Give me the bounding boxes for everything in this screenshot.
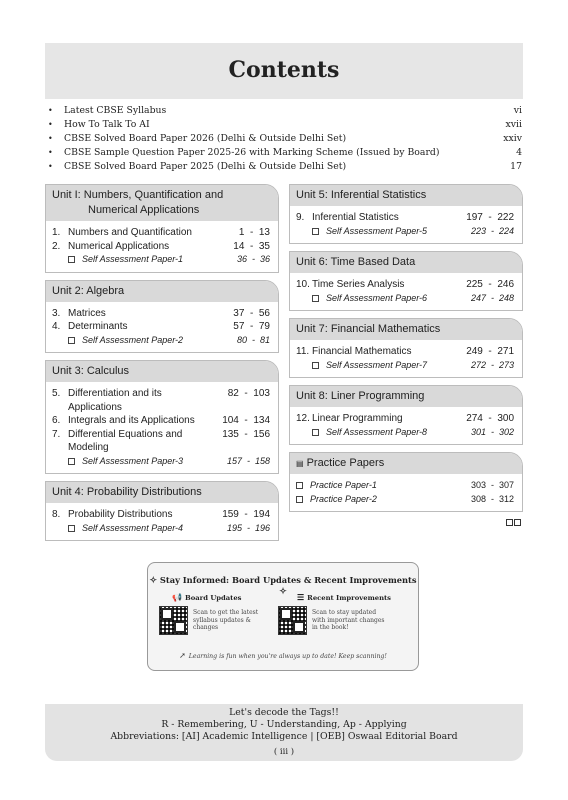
entry-pages: 247 - 248 [470, 292, 514, 303]
entry-pages: 197 - 222 [466, 212, 514, 223]
unit-heading [290, 386, 522, 407]
unit-title: Unit 7: Financial Mathematics [296, 323, 441, 335]
checkbox-icon [68, 458, 75, 465]
tags-heading: Let's decode the Tags!! [229, 707, 339, 718]
recent-improvements-label: Recent Improvements [307, 594, 391, 602]
page-title: Contents [228, 57, 340, 83]
chapter-entry[interactable] [52, 508, 272, 522]
unit-card [289, 251, 523, 311]
unit-entries [46, 382, 278, 473]
unit-card [289, 452, 523, 512]
chapter-entry[interactable] [52, 414, 272, 428]
bullet-icon: • [48, 120, 53, 129]
chapter-number: 11. [296, 346, 310, 357]
stay-footer-text: Learning is fun when you're always up to date! Keep scanning! [188, 653, 387, 660]
rocket-icon: ➚ [179, 651, 186, 660]
chapter-entry[interactable] [52, 320, 272, 334]
entry-label: Financial Mathematics [312, 346, 412, 357]
checkbox-icon [312, 295, 319, 302]
unit-heading [46, 361, 278, 382]
practice-paper-entry[interactable] [296, 493, 516, 507]
chapter-entry[interactable] [296, 278, 516, 292]
unit-heading [46, 185, 278, 221]
chapter-number: 6. [52, 415, 61, 426]
checkbox-icon [312, 228, 319, 235]
bullet-icon: • [48, 134, 53, 143]
entry-pages: 249 - 271 [466, 346, 514, 357]
front-matter-label: CBSE Solved Board Paper 2025 (Delhi & Outside Delhi Set) [64, 161, 347, 172]
front-matter-page: 4 [516, 147, 522, 158]
self-assessment-entry[interactable] [52, 334, 272, 348]
practice-paper-entry[interactable] [296, 479, 516, 493]
front-matter-item[interactable] [48, 160, 522, 174]
units-right-column [289, 184, 523, 519]
unit-title-continued: Numerical Applications [88, 204, 200, 216]
board-updates-qr-code[interactable] [159, 606, 188, 635]
entry-pages: 1 - 13 [238, 227, 270, 238]
stay-title-text: Stay Informed: Board Updates & Recent Improvements [159, 575, 417, 585]
front-matter-page: xxiv [503, 133, 522, 144]
unit-card [45, 360, 279, 474]
entry-pages: 82 - 103 [227, 388, 270, 399]
entry-pages: 104 - 134 [222, 415, 270, 426]
chapter-entry[interactable] [52, 240, 272, 254]
front-matter-item[interactable] [48, 132, 522, 146]
unit-entries [46, 221, 278, 272]
front-matter-label: CBSE Sample Question Paper 2025-26 with Marking Scheme (Issued by Board) [64, 147, 440, 158]
chapter-entry[interactable] [296, 412, 516, 426]
checkbox-icon [312, 362, 319, 369]
chapter-entry[interactable] [52, 428, 272, 455]
entry-label: Differentiation and its Applications [68, 388, 162, 413]
unit-heading [290, 185, 522, 206]
chapter-entry[interactable] [52, 307, 272, 321]
entry-label: Self Assessment Paper-3 [82, 455, 184, 466]
entry-label: Self Assessment Paper-8 [326, 426, 428, 437]
unit-heading [290, 453, 522, 474]
units-left-column [45, 184, 279, 548]
sparkle-icon: ✧ [149, 576, 157, 586]
self-assessment-entry[interactable] [296, 359, 516, 373]
self-assessment-entry[interactable] [52, 522, 272, 536]
chapter-entry[interactable] [296, 211, 516, 225]
recent-improvements-heading [297, 592, 391, 602]
stay-footer [148, 651, 418, 660]
self-assessment-entry[interactable] [52, 455, 272, 469]
board-updates-desc: Scan to get the latest syllabus updates & changes [193, 609, 259, 631]
front-matter-list [48, 104, 522, 174]
chapter-entry[interactable] [52, 226, 272, 240]
unit-card [45, 481, 279, 541]
entry-pages: 223 - 224 [470, 225, 514, 236]
entry-label: Self Assessment Paper-4 [82, 522, 184, 533]
chapter-number: 2. [52, 240, 61, 252]
self-assessment-entry[interactable] [296, 292, 516, 306]
entry-pages: 159 - 194 [222, 509, 270, 520]
entry-label: Practice Paper-1 [310, 480, 377, 490]
entry-label: Time Series Analysis [312, 279, 405, 290]
self-assessment-entry[interactable] [296, 426, 516, 440]
chapter-number: 10. [296, 279, 310, 290]
recent-improvements-desc: Scan to stay updated with important changes in the book! [312, 609, 385, 631]
unit-entries [46, 503, 278, 540]
unit-title: Unit 6: Time Based Data [296, 256, 416, 268]
unit-card [289, 318, 523, 378]
unit-entries [290, 273, 522, 310]
front-matter-page: 17 [510, 161, 522, 172]
chapter-number: 9. [296, 212, 305, 223]
unit-title: Unit I: Numbers, Quantification and [52, 189, 224, 201]
end-square-icon [514, 519, 521, 526]
checkbox-icon [68, 525, 75, 532]
self-assessment-entry[interactable] [52, 253, 272, 267]
board-updates-heading [172, 592, 241, 602]
unit-entries [290, 206, 522, 243]
entry-label: Self Assessment Paper-7 [326, 359, 428, 370]
entry-pages: 157 - 158 [226, 455, 270, 466]
front-matter-item[interactable] [48, 146, 522, 160]
unit-title: Unit 2: Algebra [52, 284, 125, 297]
entry-label: Integrals and its Applications [68, 415, 195, 426]
end-square-icon [506, 519, 513, 526]
page-number: ( iii ) [273, 747, 295, 757]
unit-entries [290, 407, 522, 444]
tags-legend-box [45, 704, 523, 761]
bullet-icon: • [48, 106, 53, 115]
entry-pages: 36 - 36 [236, 254, 270, 264]
entry-pages: 303 - 307 [470, 480, 514, 490]
unit-card [289, 184, 523, 244]
entry-label: Matrices [68, 307, 106, 319]
entry-label: Practice Paper-2 [310, 493, 377, 504]
front-matter-item[interactable] [48, 118, 522, 132]
unit-heading [46, 482, 278, 503]
unit-entries [46, 302, 278, 353]
board-updates-label: Board Updates [184, 594, 242, 602]
chapter-number: 7. [52, 428, 61, 440]
notepad-icon: ☰ [297, 592, 305, 602]
chapter-number: 4. [52, 321, 61, 332]
tags-abbreviations: Abbreviations: [AI] Academic Intelligence | [OEB] Oswaal Editorial Board [110, 731, 458, 742]
unit-card [45, 280, 279, 354]
checkbox-icon [68, 337, 75, 344]
unit-card [45, 184, 279, 273]
chapter-entry[interactable] [52, 387, 272, 414]
entry-label: Probability Distributions [68, 509, 173, 520]
front-matter-label: How To Talk To AI [64, 119, 150, 130]
unit-title: Unit 8: Liner Programming [296, 390, 425, 402]
entry-pages: 225 - 246 [466, 279, 514, 290]
chapter-number: 1. [52, 227, 61, 238]
chapter-number: 5. [52, 388, 61, 399]
tags-definitions: R - Remembering, U - Understanding, Ap - Applying [161, 719, 407, 730]
entry-label: Differential Equations and Modeling [68, 428, 183, 453]
entry-label: Linear Programming [312, 413, 403, 424]
front-matter-item[interactable] [48, 104, 522, 118]
unit-entries [290, 340, 522, 377]
entry-pages: 308 - 312 [470, 493, 514, 504]
entry-label: Inferential Statistics [312, 212, 399, 223]
chapter-number: 3. [52, 307, 61, 319]
entry-pages: 301 - 302 [470, 426, 514, 437]
bullet-icon: • [48, 162, 53, 171]
unit-heading [46, 281, 278, 302]
entry-label: Numbers and Quantification [68, 227, 192, 238]
unit-heading [290, 319, 522, 340]
entry-pages: 274 - 300 [466, 413, 514, 424]
front-matter-page: vi [513, 105, 522, 116]
bullet-icon: • [48, 148, 53, 157]
recent-improvements-qr-code[interactable] [278, 606, 307, 635]
entry-pages: 37 - 56 [233, 307, 270, 319]
self-assessment-entry[interactable] [296, 225, 516, 239]
checkbox-icon [312, 429, 319, 436]
title-banner [45, 43, 523, 99]
entry-pages: 135 - 156 [222, 428, 270, 440]
unit-heading [290, 252, 522, 273]
chapter-entry[interactable] [296, 345, 516, 359]
megaphone-icon: 📢 [172, 592, 182, 602]
unit-card [289, 385, 523, 445]
checkbox-icon [296, 496, 303, 503]
chapter-number: 8. [52, 509, 61, 520]
stay-informed-box [147, 562, 419, 671]
unit-entries [290, 474, 522, 511]
entry-label: Numerical Applications [68, 240, 170, 252]
unit-title: Unit 3: Calculus [52, 365, 130, 377]
entry-label: Determinants [68, 321, 128, 332]
entry-pages: 195 - 196 [226, 522, 270, 533]
unit-title: Unit 5: Inferential Statistics [296, 189, 427, 201]
entry-pages: 80 - 81 [236, 334, 270, 345]
entry-pages: 272 - 273 [470, 359, 514, 370]
document-icon: ▤ [296, 459, 304, 468]
end-mark [505, 519, 521, 529]
unit-title: Unit 4: Probability Distributions [52, 486, 202, 498]
entry-pages: 57 - 79 [233, 321, 270, 332]
entry-pages: 14 - 35 [233, 240, 270, 252]
entry-label: Self Assessment Paper-2 [82, 334, 184, 345]
front-matter-label: CBSE Solved Board Paper 2026 (Delhi & Outside Delhi Set) [64, 133, 347, 144]
entry-label: Self Assessment Paper-5 [326, 225, 428, 236]
entry-label: Self Assessment Paper-6 [326, 292, 428, 303]
chapter-number: 12. [296, 413, 310, 424]
checkbox-icon [296, 482, 303, 489]
sparkle-icon: ✧ [279, 587, 287, 597]
checkbox-icon [68, 256, 75, 263]
front-matter-page: xvii [505, 119, 522, 130]
entry-label: Self Assessment Paper-1 [82, 254, 184, 264]
unit-title: Practice Papers [306, 457, 385, 469]
front-matter-label: Latest CBSE Syllabus [64, 105, 167, 116]
